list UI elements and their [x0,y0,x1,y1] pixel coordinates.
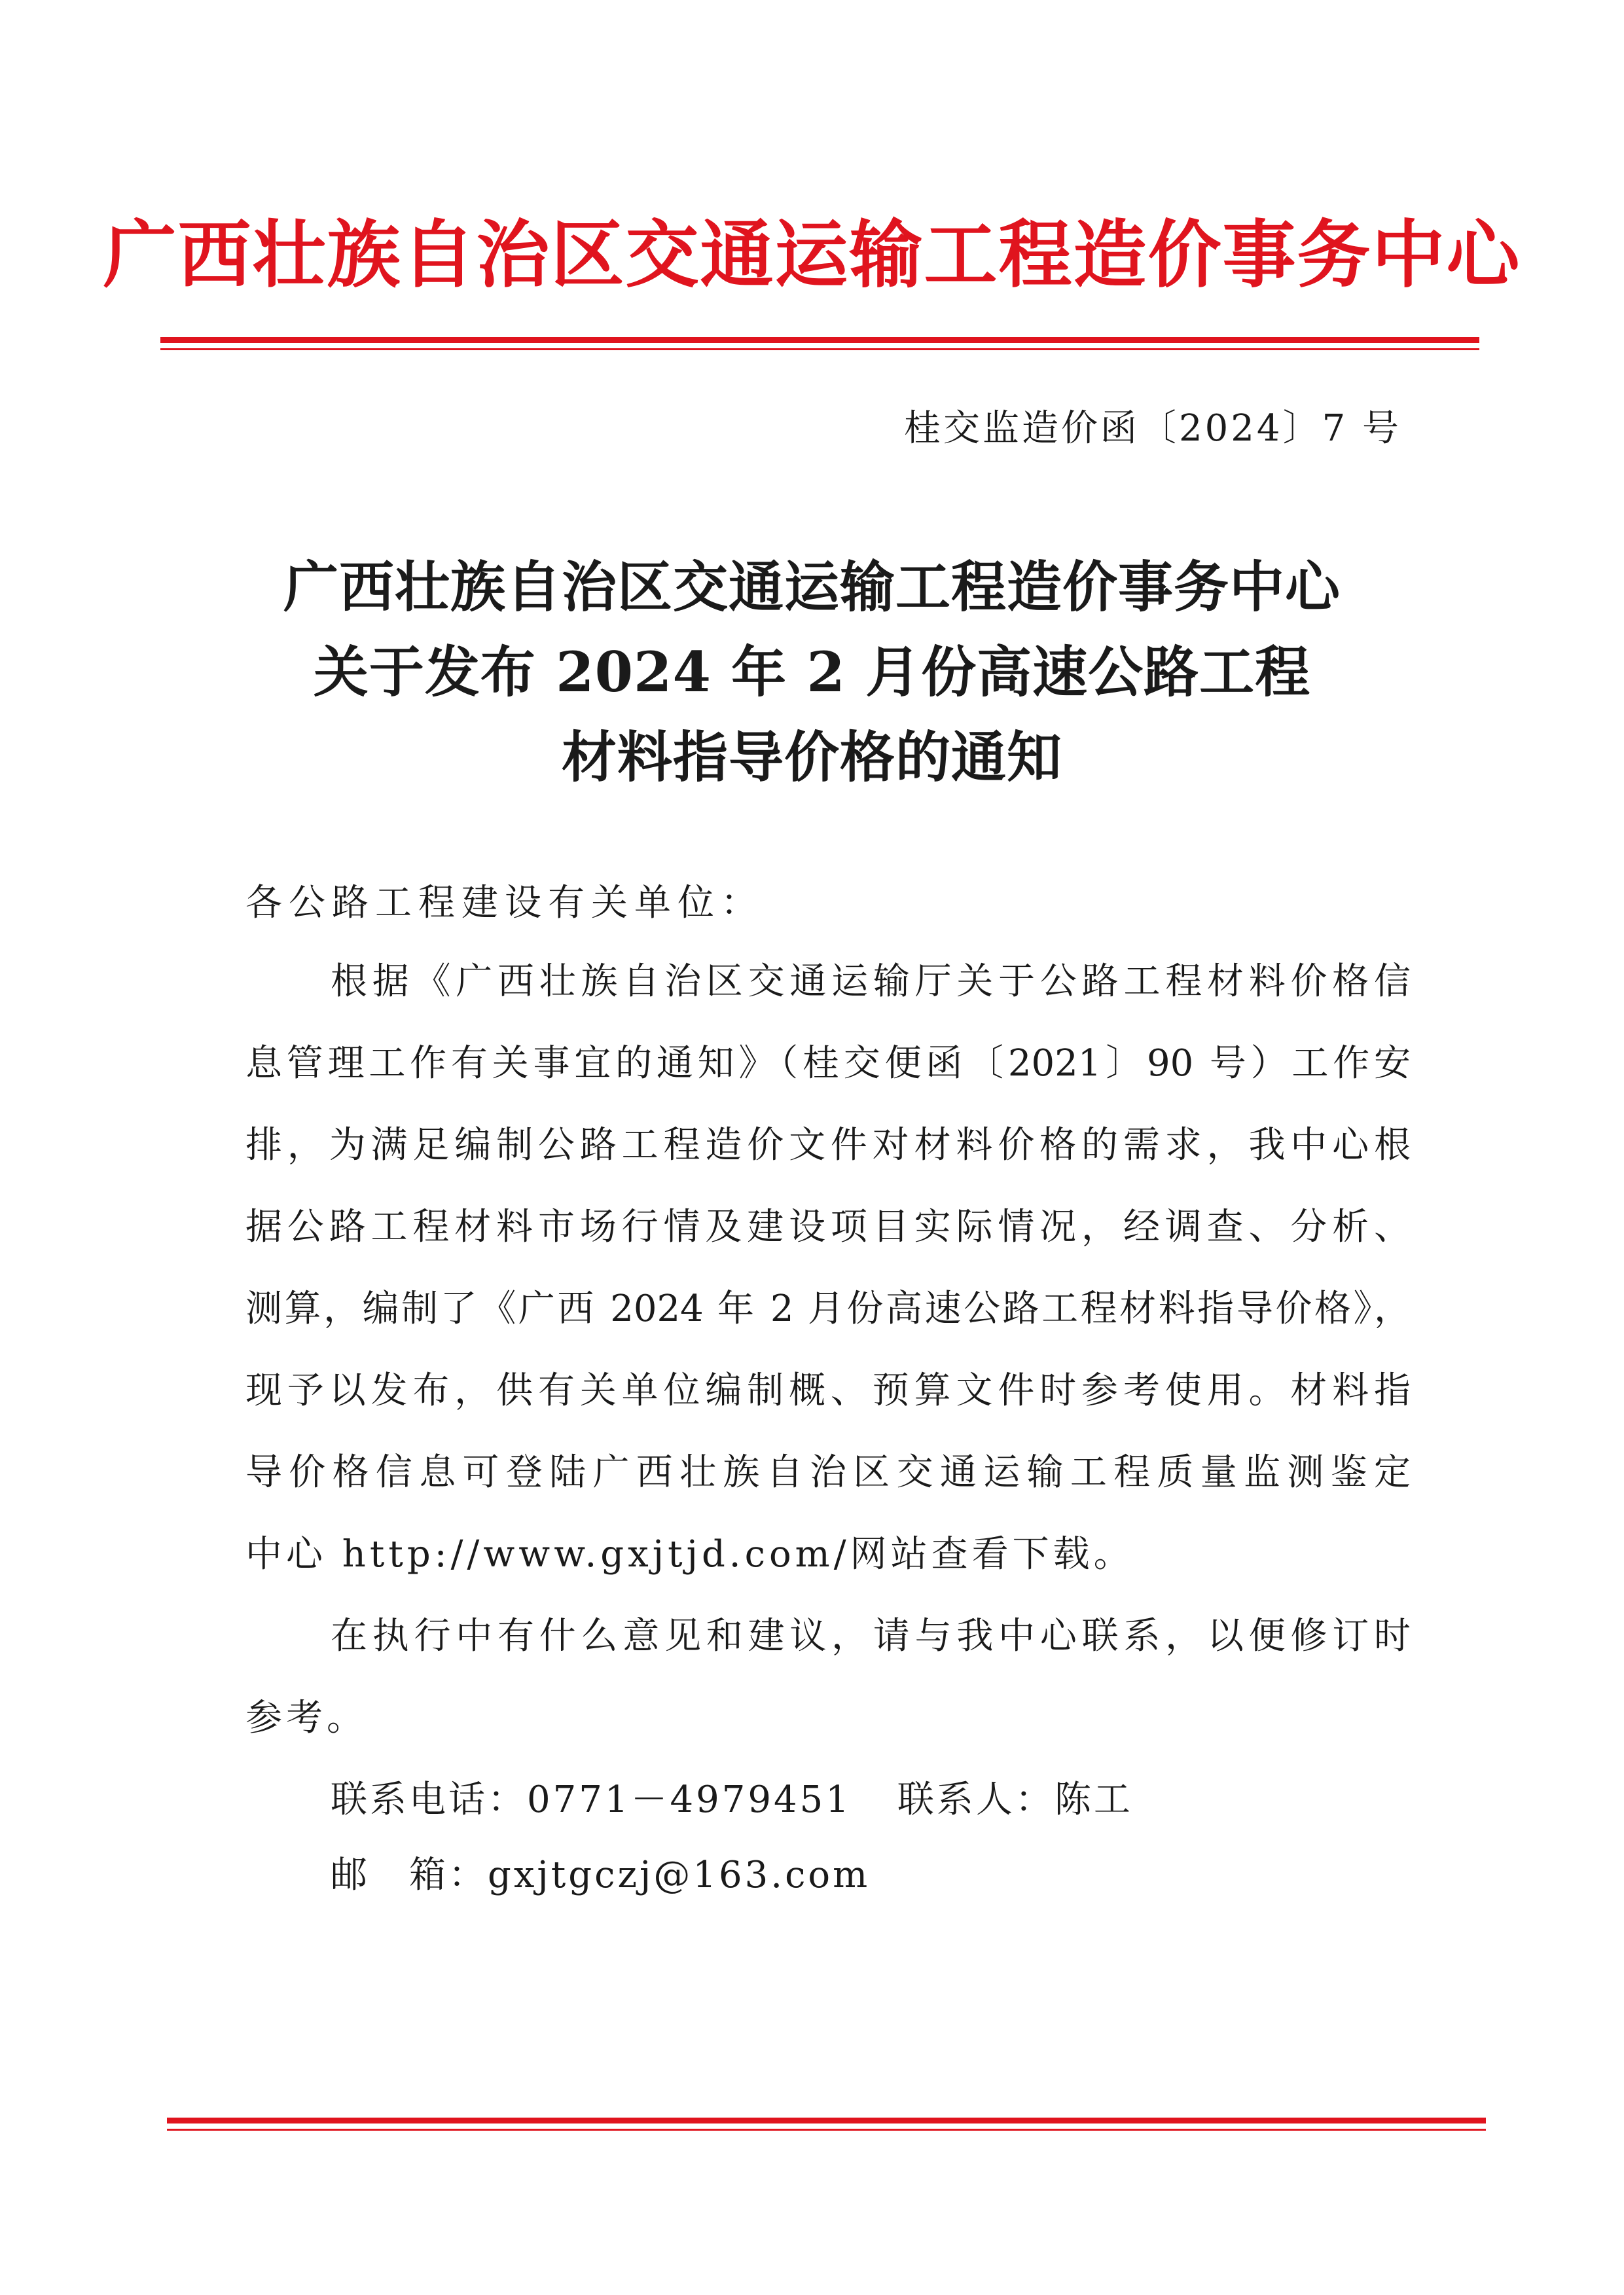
contact-person: 陈工 [1054,1779,1133,1821]
paragraph-1-line: 根据《广西壮族自治区交通运输厅关于公路工程材料价格信 [331,960,1411,1003]
contact-email-line [331,1846,870,1898]
paragraph-1-line: 据公路工程材料市场行情及建设项目实际情况，经调查、分析、 [245,1206,1411,1248]
paragraph-1-line: 排，为满足编制公路工程造价文件对材料价格的需求，我中心根 [245,1124,1411,1166]
title-line-3: 材料指导价格的通知 [561,725,1062,789]
phone-number: 0771－4979451 [527,1779,852,1821]
paragraph-2-line: 参考。 [245,1697,367,1739]
phone-label: 联系电话： [331,1779,527,1821]
paragraph-1-line: 导价格信息可登陆广西壮族自治区交通运输工程质量监测鉴定 [245,1451,1411,1494]
paragraph-1-line: 测算，编制了《广西 2024 年 2 月份高速公路工程材料指导价格》， [245,1288,1411,1330]
title-line-2: 关于发布 2024 年 2 月份高速公路工程 [313,640,1311,704]
letterhead-rule-thin [160,348,1479,350]
contact-phone-line [331,1771,1133,1823]
paragraph-1-line: 现予以发布，供有关单位编制概、预算文件时参考使用。材料指 [245,1369,1411,1412]
letterhead-org-name: 广西壮族自治区交通运输工程造价事务中心 [103,212,1521,298]
contact-person-label: 联系人： [897,1779,1055,1821]
footer-rule-thin [167,2129,1486,2131]
document-number: 桂交监造价函〔2024〕7 号 [904,407,1401,450]
paragraph-1-line: 息管理工作有关事宜的通知》（桂交便函〔2021〕90 号）工作安 [245,1042,1411,1085]
paragraph-2-line: 在执行中有什么意见和建议，请与我中心联系，以便修订时 [331,1615,1411,1657]
paragraph-1-line: 中心 http://www.gxjtjd.com/网站查看下载。 [245,1533,1134,1576]
letterhead-rule-thick [160,337,1479,343]
addressee: 各公路工程建设有关单位： [245,882,764,924]
email-label: 邮 箱： [331,1854,488,1896]
title-line-1: 广西壮族自治区交通运输工程造价事务中心 [283,554,1341,619]
email-address: gxjtgczj@163.com [488,1854,871,1896]
footer-rule-thick [167,2118,1486,2123]
